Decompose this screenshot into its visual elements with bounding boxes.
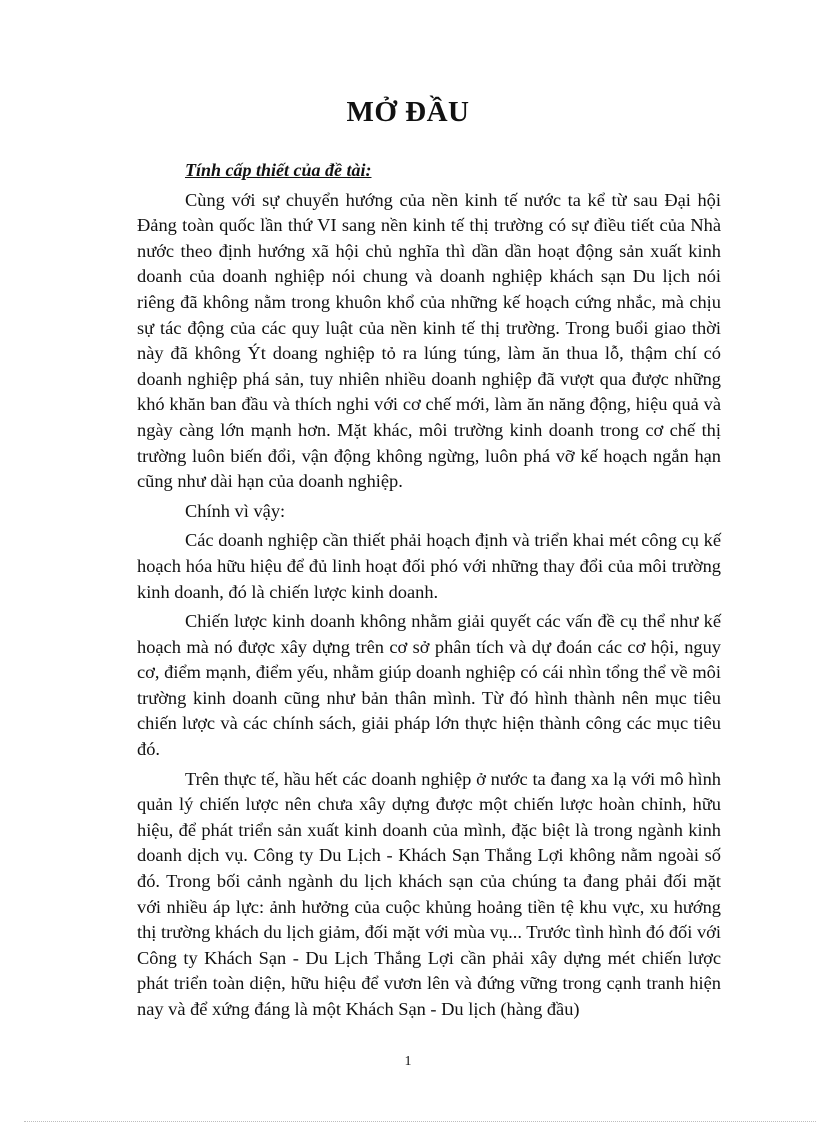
section-heading: Tính cấp thiết của đề tài:: [185, 160, 372, 180]
page-number: 1: [404, 1054, 412, 1069]
page-bottom-divider: [24, 1121, 816, 1122]
body-paragraph: Chiến lược kinh doanh không nhằm giải quyết các vấn đề cụ thể như kế hoạch mà nó được xây dựng trên cơ sở phân tích và dự đoán các cơ hội, nguy cơ, điểm mạnh, điểm yếu, nhằm giúp doanh nghiệp có cái nhìn tổng thể về môi trường kinh doanh cũng như bản thân mình. Từ đó hình thành nên mục tiêu chiến lược và các chính sách, giải pháp lớn thực hiện thành công các mục tiêu đó.: [137, 611, 721, 760]
body-paragraph: Các doanh nghiệp cần thiết phải hoạch định và triển khai mét công cụ kế hoạch hóa hữu hiệu để đủ linh hoạt đối phó với những thay đổi của môi trường kinh doanh, đó là chiến lược kinh doanh.: [137, 530, 721, 602]
body-paragraph: Cùng với sự chuyển hướng của nền kinh tế nước ta kể từ sau Đại hội Đảng toàn quốc lần thứ VI sang nền kinh tế thị trường có sự điều tiết của Nhà nước theo định hướng xã hội chủ nghĩa thì dần dần hoạt động sản xuất kinh doanh của doanh nghiệp nói chung và doanh nghiệp khách sạn Du lịch nói riêng đã không nằm trong khuôn khổ của những kế hoạch cứng nhắc, mà chịu sự tác động của các quy luật của nền kinh tế thị trường. Trong buổi giao thời này đã không Ýt doang nghiệp tỏ ra lúng túng, làm ăn thua lỗ, thậm chí có doanh nghiệp phá sản, tuy nhiên nhiều doanh nghiệp đã vượt qua được những khó khăn ban đầu và thích nghi với cơ chế mới, làm ăn năng động, hiệu quả và ngày càng lớn mạnh hơn. Mặt khác, môi trường kinh doanh trong cơ chế thị trường luôn biến đổi, vận động không ngừng, luôn phá vỡ kế hoạch ngắn hạn cũng như dài hạn của doanh nghiệp.: [137, 189, 721, 492]
body-paragraph: Chính vì vậy:: [185, 500, 286, 521]
document-title: MỞ ĐẦU: [346, 96, 470, 128]
body-paragraph: Trên thực tế, hầu hết các doanh nghiệp ở nước ta đang xa lạ với mô hình quản lý chiến lược nên chưa xây dựng được một chiến lược hoàn chỉnh, hữu hiệu, để phát triển sản xuất kinh doanh của mình, đặc biệt là trong ngành kinh doanh dịch vụ. Công ty Du Lịch - Khách Sạn Thắng Lợi không nằm ngoài số đó. Trong bối cảnh ngành du lịch khách sạn của chúng ta đang phải đối mặt với nhiều áp lực: ảnh hưởng của cuộc khủng hoảng tiền tệ khu vực, xu hướng thị trường khách du lịch giảm, đối mặt với mùa vụ... Trước tình hình đó đối với Công ty Khách Sạn - Du Lịch Thắng Lợi cần phải xây dựng mét chiến lược phát triển toàn diện, hữu hiệu để vươn lên và đứng vững trong cạnh tranh hiện nay và để xứng đáng là một Khách Sạn - Du lịch (hàng đầu): [137, 768, 721, 1019]
document-body: [137, 158, 721, 1027]
